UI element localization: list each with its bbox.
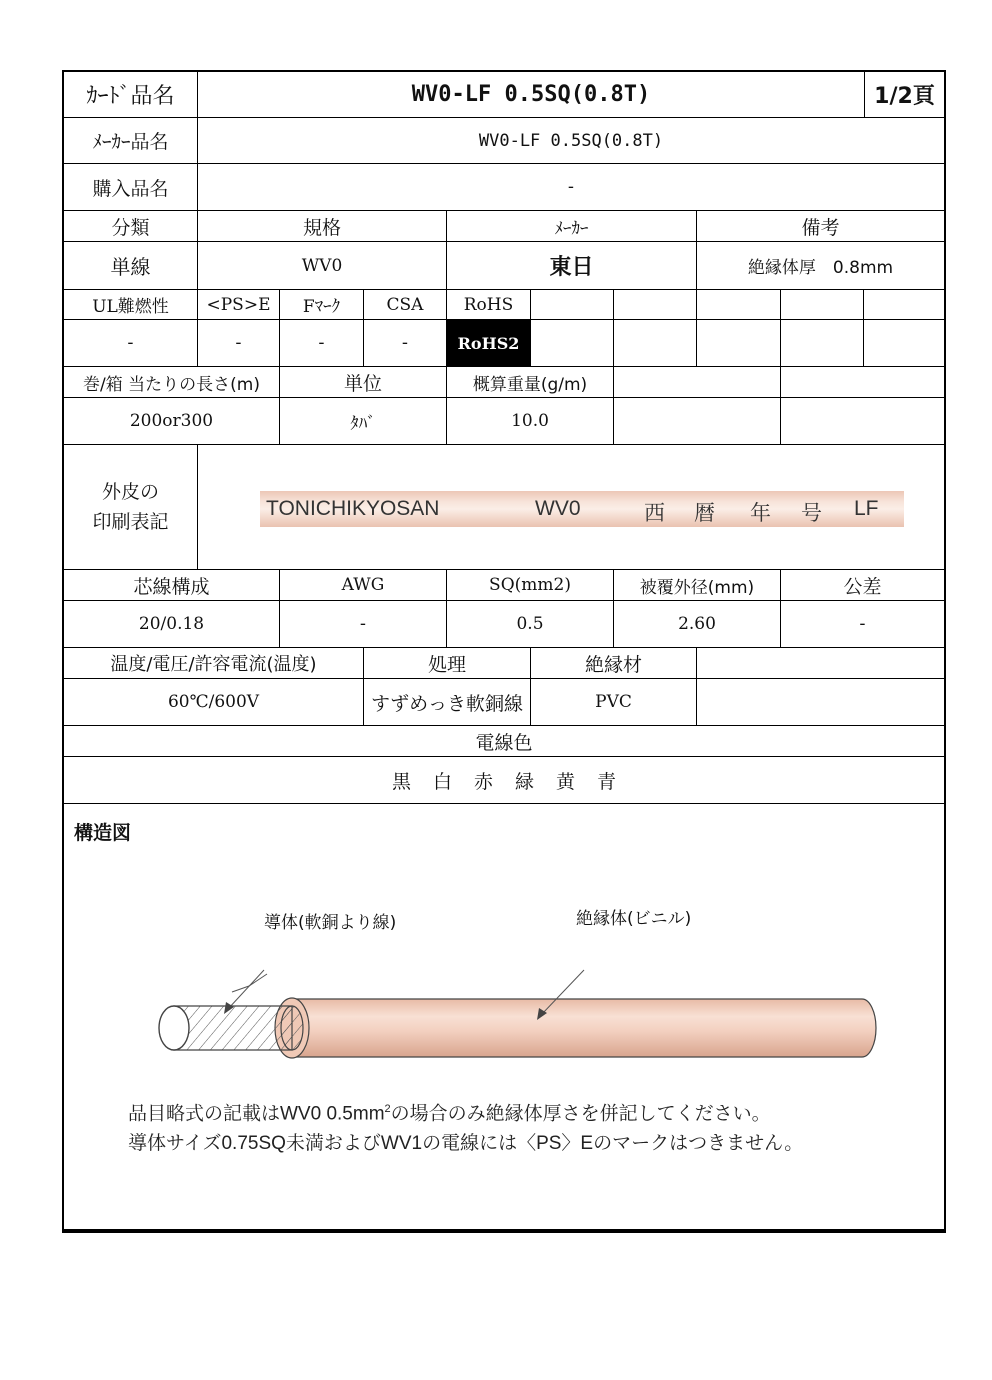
printing-label-line1: 外皮の bbox=[101, 481, 159, 503]
printing-label-line2: 印刷表記 bbox=[92, 511, 169, 533]
wire-color-red: 赤 bbox=[473, 770, 493, 793]
maker-name-value: WV0-LF 0.5SQ(0.8T) bbox=[198, 118, 944, 164]
print-item-3: 年 bbox=[750, 502, 771, 525]
packaging-empty-2 bbox=[781, 367, 944, 398]
page-number: 1/2頁 bbox=[865, 72, 944, 118]
sq-label: SQ(mm2) bbox=[447, 570, 614, 601]
pse-value: - bbox=[198, 320, 280, 367]
print-band bbox=[260, 491, 904, 527]
print-item-type: WV0 bbox=[535, 497, 581, 520]
structure-title: 構造図 bbox=[74, 822, 132, 844]
standard-value: WV0 bbox=[198, 242, 447, 290]
conductor-header-row bbox=[64, 570, 944, 601]
category-value: 単線 bbox=[64, 242, 198, 290]
weight-value: 10.0 bbox=[447, 398, 614, 445]
maker-label: ﾒｰｶｰ bbox=[447, 211, 697, 242]
cert-value-empty-4 bbox=[781, 320, 864, 367]
wire-color-white: 白 bbox=[432, 770, 452, 793]
card-name-value: WV0-LF 0.5SQ(0.8T) bbox=[198, 72, 865, 118]
remarks-label: 備考 bbox=[697, 211, 944, 242]
cert-empty-5 bbox=[864, 290, 944, 320]
remarks-value: 絶縁体厚 0.8mm bbox=[697, 242, 944, 290]
insulation-value: PVC bbox=[531, 679, 697, 726]
awg-value: - bbox=[280, 601, 447, 648]
category-label: 分類 bbox=[64, 211, 198, 242]
note-line-1-a: 品目略式の記載はWV0 0.5mm bbox=[128, 1103, 385, 1125]
fmark-value: - bbox=[280, 320, 364, 367]
pse-label: <PS>E bbox=[198, 290, 280, 320]
wire-color-green: 緑 bbox=[515, 770, 535, 793]
wire-color-yellow: 黄 bbox=[556, 770, 576, 793]
certs-header-row bbox=[64, 290, 944, 320]
od-label: 被覆外径(mm) bbox=[614, 570, 781, 601]
packaging-empty-1 bbox=[614, 367, 781, 398]
note-line-1 bbox=[128, 1094, 803, 1129]
tolerance-label: 公差 bbox=[781, 570, 944, 601]
purchase-name-row bbox=[64, 164, 944, 211]
maker-name-label: ﾒｰｶｰ品名 bbox=[64, 118, 198, 164]
rohs-badge: RoHS2 bbox=[447, 320, 531, 367]
sq-value: 0.5 bbox=[447, 601, 614, 648]
wire-color-black: 黒 bbox=[391, 770, 411, 793]
print-item-maker: TONICHIKYOSAN bbox=[266, 497, 440, 520]
fmark-label: Fﾏｰｸ bbox=[280, 290, 364, 320]
printing-label bbox=[64, 445, 198, 570]
wire-color-blue: 青 bbox=[597, 770, 617, 793]
ul-value: - bbox=[64, 320, 198, 367]
csa-label: CSA bbox=[364, 290, 447, 320]
ratings-header-row bbox=[64, 648, 944, 679]
classification-header-row bbox=[64, 211, 944, 242]
wire-color-value-row bbox=[64, 757, 944, 804]
note-line-1-sup: 2 bbox=[384, 1103, 391, 1115]
note-line-2: 導体サイズ0.75SQ未満およびWV1の電線には〈PS〉Eのマークはつきません。 bbox=[128, 1133, 804, 1155]
insulation-label-text: 絶縁体(ビニル) bbox=[576, 909, 692, 929]
od-value: 2.60 bbox=[614, 601, 781, 648]
printing-row bbox=[64, 445, 944, 570]
insulation-label: 絶縁材 bbox=[531, 648, 697, 679]
wire-color-list bbox=[64, 757, 944, 804]
card-name-row bbox=[64, 72, 944, 118]
print-item-5: LF bbox=[854, 497, 879, 520]
unit-label: 単位 bbox=[280, 367, 447, 398]
structure-section bbox=[64, 804, 944, 1230]
cert-empty-2 bbox=[614, 290, 697, 320]
packaging-value-empty-2 bbox=[781, 398, 944, 445]
ratings-value-empty bbox=[697, 679, 944, 726]
temp-voltage-value: 60℃/600V bbox=[64, 679, 364, 726]
treatment-label: 処理 bbox=[364, 648, 531, 679]
bottom-double-rule bbox=[62, 1229, 946, 1233]
print-item-4: 号 bbox=[801, 502, 822, 525]
maker-value: 東日 bbox=[447, 242, 697, 290]
unit-value: ﾀﾊﾞ bbox=[280, 398, 447, 445]
card-name-label: ｶｰﾄﾞ品名 bbox=[64, 72, 198, 118]
cert-empty-3 bbox=[697, 290, 781, 320]
tolerance-value: - bbox=[781, 601, 944, 648]
temp-voltage-label: 温度/電圧/許容電流(温度) bbox=[64, 648, 364, 679]
certs-value-row bbox=[64, 320, 944, 367]
maker-name-row bbox=[64, 118, 944, 164]
spec-sheet bbox=[62, 70, 946, 1232]
packaging-value-empty-1 bbox=[614, 398, 781, 445]
rohs-label: RoHS bbox=[447, 290, 531, 320]
cert-value-empty-3 bbox=[697, 320, 781, 367]
purchase-name-value: - bbox=[198, 164, 944, 211]
conductor-label: 導体(軟銅より線) bbox=[264, 913, 397, 933]
note-line-1-b: の場合のみ絶縁体厚さを併記してください。 bbox=[390, 1103, 771, 1125]
awg-label: AWG bbox=[280, 570, 447, 601]
treatment-value: すずめっき軟銅線 bbox=[364, 679, 531, 726]
purchase-name-label: 購入品名 bbox=[64, 164, 198, 211]
ul-label: UL難燃性 bbox=[64, 290, 198, 320]
print-item-1: 西 bbox=[644, 502, 665, 525]
csa-value: - bbox=[364, 320, 447, 367]
packaging-value-row bbox=[64, 398, 944, 445]
cert-value-empty-1 bbox=[531, 320, 614, 367]
wire-color-header-row bbox=[64, 726, 944, 757]
insulation-jacket bbox=[275, 998, 876, 1058]
packaging-header-row bbox=[64, 367, 944, 398]
conductor-strands bbox=[159, 1006, 303, 1050]
cert-value-empty-2 bbox=[614, 320, 697, 367]
length-value: 200or300 bbox=[64, 398, 280, 445]
cert-empty-4 bbox=[781, 290, 864, 320]
ratings-empty bbox=[697, 648, 944, 679]
strand-value: 20/0.18 bbox=[64, 601, 280, 648]
cert-value-empty-5 bbox=[864, 320, 944, 367]
weight-label: 概算重量(g/m) bbox=[447, 367, 614, 398]
structure-notes bbox=[128, 1094, 803, 1159]
classification-value-row bbox=[64, 242, 944, 290]
strand-label: 芯線構成 bbox=[64, 570, 280, 601]
length-label: 巻/箱 当たりの長さ(m) bbox=[64, 367, 280, 398]
wire-color-label: 電線色 bbox=[64, 726, 944, 757]
print-item-2: 暦 bbox=[694, 502, 715, 525]
cert-empty-1 bbox=[531, 290, 614, 320]
ratings-value-row bbox=[64, 679, 944, 726]
standard-label: 規格 bbox=[198, 211, 447, 242]
conductor-value-row bbox=[64, 601, 944, 648]
